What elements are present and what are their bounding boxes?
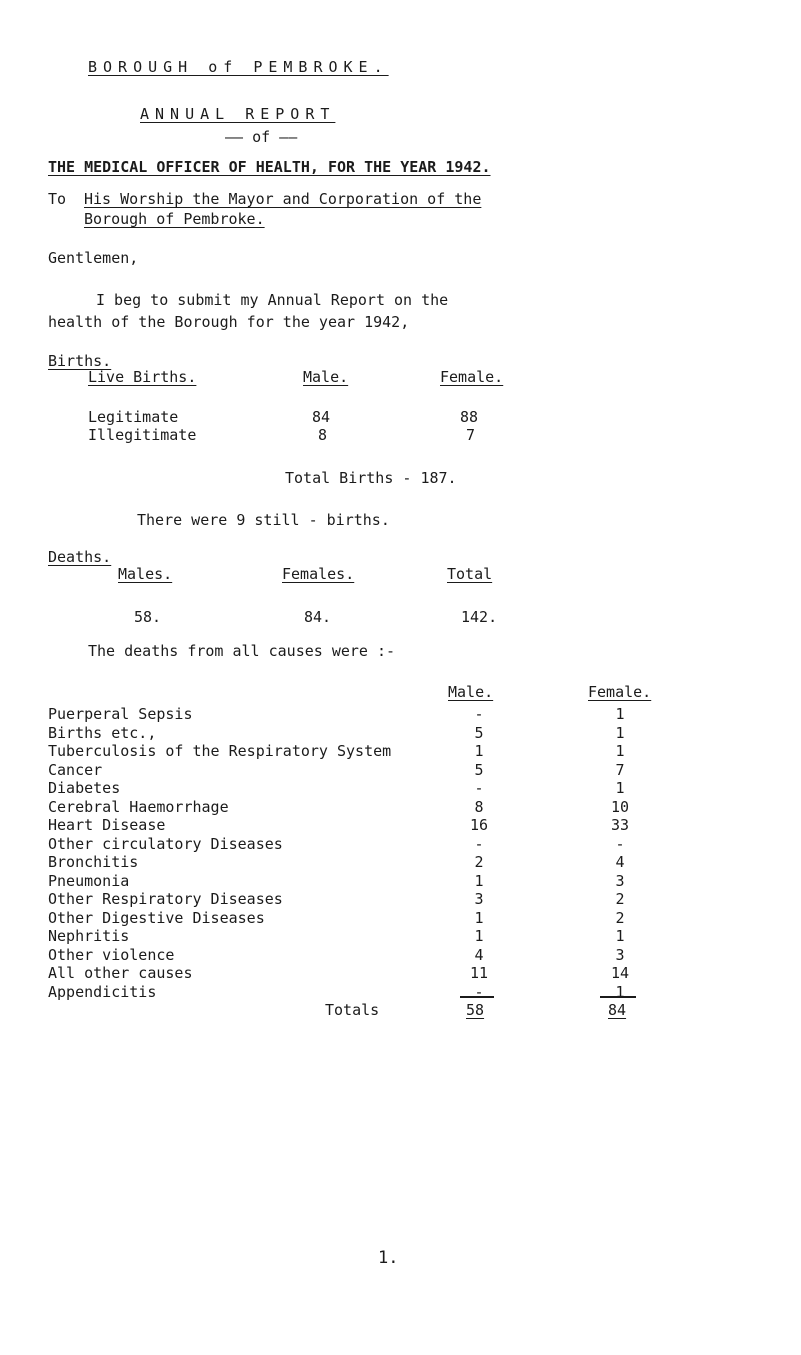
table-row (0, 742, 801, 761)
still-births: There were 9 still - births. (137, 511, 390, 529)
cause-male-count: - (474, 779, 484, 797)
cause-male-count: - (474, 834, 484, 853)
salutation: Gentlemen, (48, 249, 139, 267)
causes-col-male: Male. (448, 683, 494, 701)
annual-report-title: ANNUAL REPORT (140, 105, 336, 123)
cause-label: Other violence (48, 945, 175, 964)
cause-label: All other causes (48, 964, 193, 982)
cause-label: Other Respiratory Diseases (48, 890, 283, 908)
births-illegitimate-label: Illegitimate (88, 426, 197, 444)
moh-title: THE MEDICAL OFFICER OF HEALTH, FOR THE YEAR 1942. (48, 158, 491, 176)
cause-label: Births etc., (48, 723, 157, 742)
deaths-section-label: Deaths. (48, 548, 112, 566)
of-line: —— of —— (225, 128, 298, 146)
cause-label: Appendicitis (48, 982, 157, 1001)
table-row (0, 816, 801, 835)
births-illegitimate-male: 8 (318, 426, 328, 444)
deaths-total-value: 142. (461, 608, 498, 626)
cause-male-count: - (474, 705, 484, 723)
cause-male-count: 1 (474, 871, 484, 890)
cause-female-count: 2 (615, 908, 625, 927)
table-row (0, 705, 801, 724)
table-row (0, 853, 801, 872)
cause-male-count: 4 (474, 945, 484, 964)
cause-label: Puerperal Sepsis (48, 705, 193, 723)
cause-label: Cerebral Haemorrhage (48, 797, 229, 816)
cause-female-count: 3 (615, 871, 625, 890)
births-col-male: Male. (303, 368, 349, 386)
cause-label: Bronchitis (48, 853, 139, 871)
intro-line-1: I beg to submit my Annual Report on the (96, 291, 449, 309)
cause-male-count: 5 (474, 760, 484, 779)
cause-label: Nephritis (48, 927, 130, 945)
cause-female-count: 1 (615, 779, 625, 797)
cause-male-count: 1 (474, 742, 484, 760)
cause-female-count: 3 (615, 945, 625, 964)
addressee-line-1: His Worship the Mayor and Corporation of the (84, 190, 482, 208)
cause-male-count: 8 (474, 797, 484, 816)
table-row (0, 835, 801, 854)
table-row (0, 724, 801, 743)
totals-label: Totals (325, 1001, 380, 1019)
cause-female-count: 7 (615, 760, 625, 779)
cause-male-count: 1 (474, 908, 484, 927)
births-col-female: Female. (440, 368, 504, 386)
cause-female-count: 1 (615, 723, 625, 742)
deaths-males-value: 58. (134, 608, 162, 626)
total-male-rule (460, 996, 494, 998)
deaths-col-males: Males. (118, 565, 173, 583)
cause-label: Diabetes (48, 779, 121, 797)
cause-male-count: - (474, 982, 484, 1001)
cause-female-count: 33 (610, 816, 630, 834)
cause-female-count: 1 (615, 705, 625, 723)
intro-line-2: health of the Borough for the year 1942, (48, 313, 410, 331)
causes-col-female: Female. (588, 683, 652, 701)
cause-female-count: 1 (615, 927, 625, 945)
to-label: To (48, 190, 67, 208)
table-row (0, 927, 801, 946)
cause-female-count: 2 (615, 890, 625, 908)
deaths-col-total: Total (447, 565, 493, 583)
table-row (0, 890, 801, 909)
page-number: 1. (378, 1248, 399, 1268)
cause-male-count: 5 (474, 723, 484, 742)
cause-label: Heart Disease (48, 816, 166, 834)
cause-label: Other circulatory Diseases (48, 834, 283, 853)
cause-label: Tuberculosis of the Respiratory System (48, 742, 392, 760)
cause-male-count: 11 (469, 964, 489, 982)
cause-male-count: 1 (474, 927, 484, 945)
table-row (0, 964, 801, 983)
table-row (0, 798, 801, 817)
cause-label: Cancer (48, 760, 103, 779)
total-female-rule (600, 996, 636, 998)
cause-male-count: 2 (474, 853, 484, 871)
births-legitimate-label: Legitimate (88, 408, 179, 426)
cause-male-count: 3 (474, 890, 484, 908)
cause-male-count: 16 (469, 816, 489, 834)
births-illegitimate-female: 7 (466, 426, 476, 444)
cause-female-count: 1 (615, 982, 625, 1001)
deaths-females-value: 84. (304, 608, 332, 626)
cause-label: Pneumonia (48, 871, 130, 890)
births-total: Total Births - 187. (285, 469, 457, 487)
addressee-line-2: Borough of Pembroke. (84, 210, 265, 228)
deaths-col-females: Females. (282, 565, 355, 583)
borough-title: BOROUGH of PEMBROKE. (88, 58, 389, 76)
cause-label: Other Digestive Diseases (48, 908, 265, 927)
table-row (0, 946, 801, 965)
table-row (0, 872, 801, 891)
table-row (0, 761, 801, 780)
table-row (0, 909, 801, 928)
table-row (0, 779, 801, 798)
table-row (0, 983, 801, 1002)
cause-female-count: - (615, 834, 625, 853)
births-legitimate-male: 84 (312, 408, 331, 426)
of-text: of (252, 128, 271, 146)
births-legitimate-female: 88 (460, 408, 479, 426)
cause-female-count: 4 (615, 853, 625, 871)
cause-female-count: 1 (615, 742, 625, 760)
cause-female-count: 14 (610, 964, 630, 982)
births-col-live: Live Births. (88, 368, 197, 386)
cause-female-count: 10 (610, 797, 630, 816)
total-male-value: 58 (466, 1001, 485, 1019)
causes-intro: The deaths from all causes were :- (88, 642, 396, 660)
births-section-label: Births. (48, 352, 112, 370)
total-female-value: 84 (608, 1001, 627, 1019)
